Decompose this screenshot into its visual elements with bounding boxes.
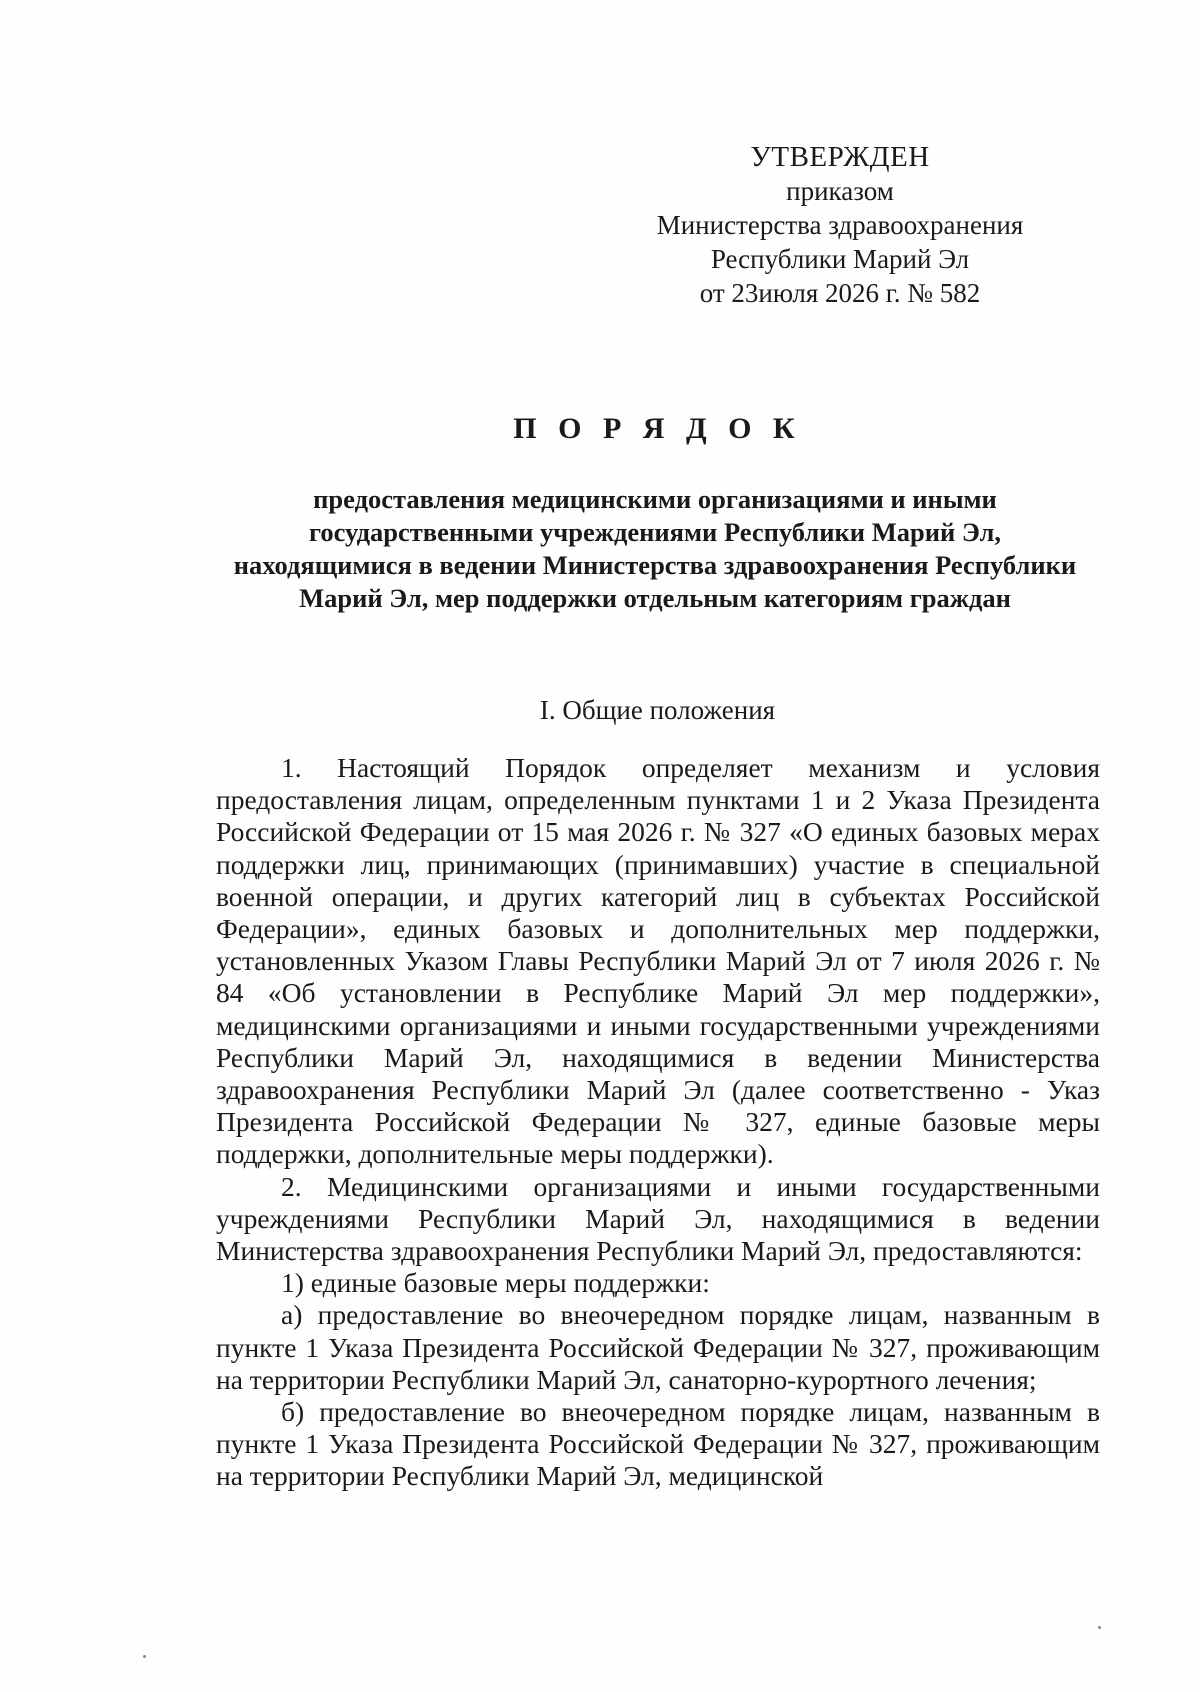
- subtitle-line: Марий Эл, мер поддержки отдельным категориям граждан: [299, 583, 1011, 613]
- subtitle-line: находящимися в ведении Министерства здравоохранения Республики: [233, 550, 1077, 580]
- scan-speck: [1098, 1626, 1101, 1629]
- paragraph: а) предоставление во внеочередном порядке лицам, названным в пункте 1 Указа Президента Российской Федерации № 327, проживающим на территории Республики Марий Эл, санаторно-курортного лечения;: [216, 1299, 1100, 1395]
- paragraph: 1. Настоящий Порядок определяет механизм и условия предоставления лицам, определенным пунктами 1 и 2 Указа Президента Российской Федерации от 15 мая 2026 г. № 327 «О единых базовых мерах поддержки лиц, принимающих (принимавших) участие в специальной военной операции, и других категорий лиц в субъектах Российской Федерации», единых базовых и дополнительных мер поддержки, установленных Указом Главы Республики Марий Эл от 7 июля 2026 г. № 84 «Об установлении в Республике Марий Эл мер поддержки», медицинскими организациями и иными государственными учреждениями Республики Марий Эл, находящимися в ведении Министерства здравоохранения Республики Марий Эл (далее соответственно - Указ Президента Российской Федерации № 327, единые базовые меры поддержки, дополнительные меры поддержки).: [216, 752, 1100, 1170]
- document-subtitle: [210, 483, 1100, 615]
- document-body: [216, 752, 1100, 1493]
- approval-stamp-block: [600, 140, 1080, 310]
- paragraph: б) предоставление во внеочередном порядке лицам, названным в пункте 1 Указа Президента Российской Федерации № 327, проживающим на территории Республики Марий Эл, медицинской: [216, 1396, 1100, 1492]
- approval-date-number: от 23июля 2026 г. № 582: [699, 278, 981, 308]
- paragraph: 2. Медицинскими организациями и иными государственными учреждениями Республики Марий Эл, находящимися в ведении Министерства здравоохранения Республики Марий Эл, предоставляются:: [216, 1170, 1100, 1267]
- paragraph: 1) единые базовые меры поддержки:: [281, 1267, 710, 1299]
- document-title: П О Р Я Д О К: [513, 412, 802, 445]
- subtitle-line: предоставления медицинскими организациями и иными: [313, 484, 997, 514]
- scan-speck: [143, 1655, 146, 1658]
- approval-title: УТВЕРЖДЕН: [750, 141, 930, 173]
- approval-line: приказом: [786, 176, 894, 206]
- section-heading: I. Общие положения: [539, 695, 776, 725]
- approval-line: Республики Марий Эл: [710, 244, 970, 274]
- approval-line: Министерства здравоохранения: [656, 210, 1024, 240]
- subtitle-line: государственными учреждениями Республики Марий Эл,: [309, 517, 1001, 547]
